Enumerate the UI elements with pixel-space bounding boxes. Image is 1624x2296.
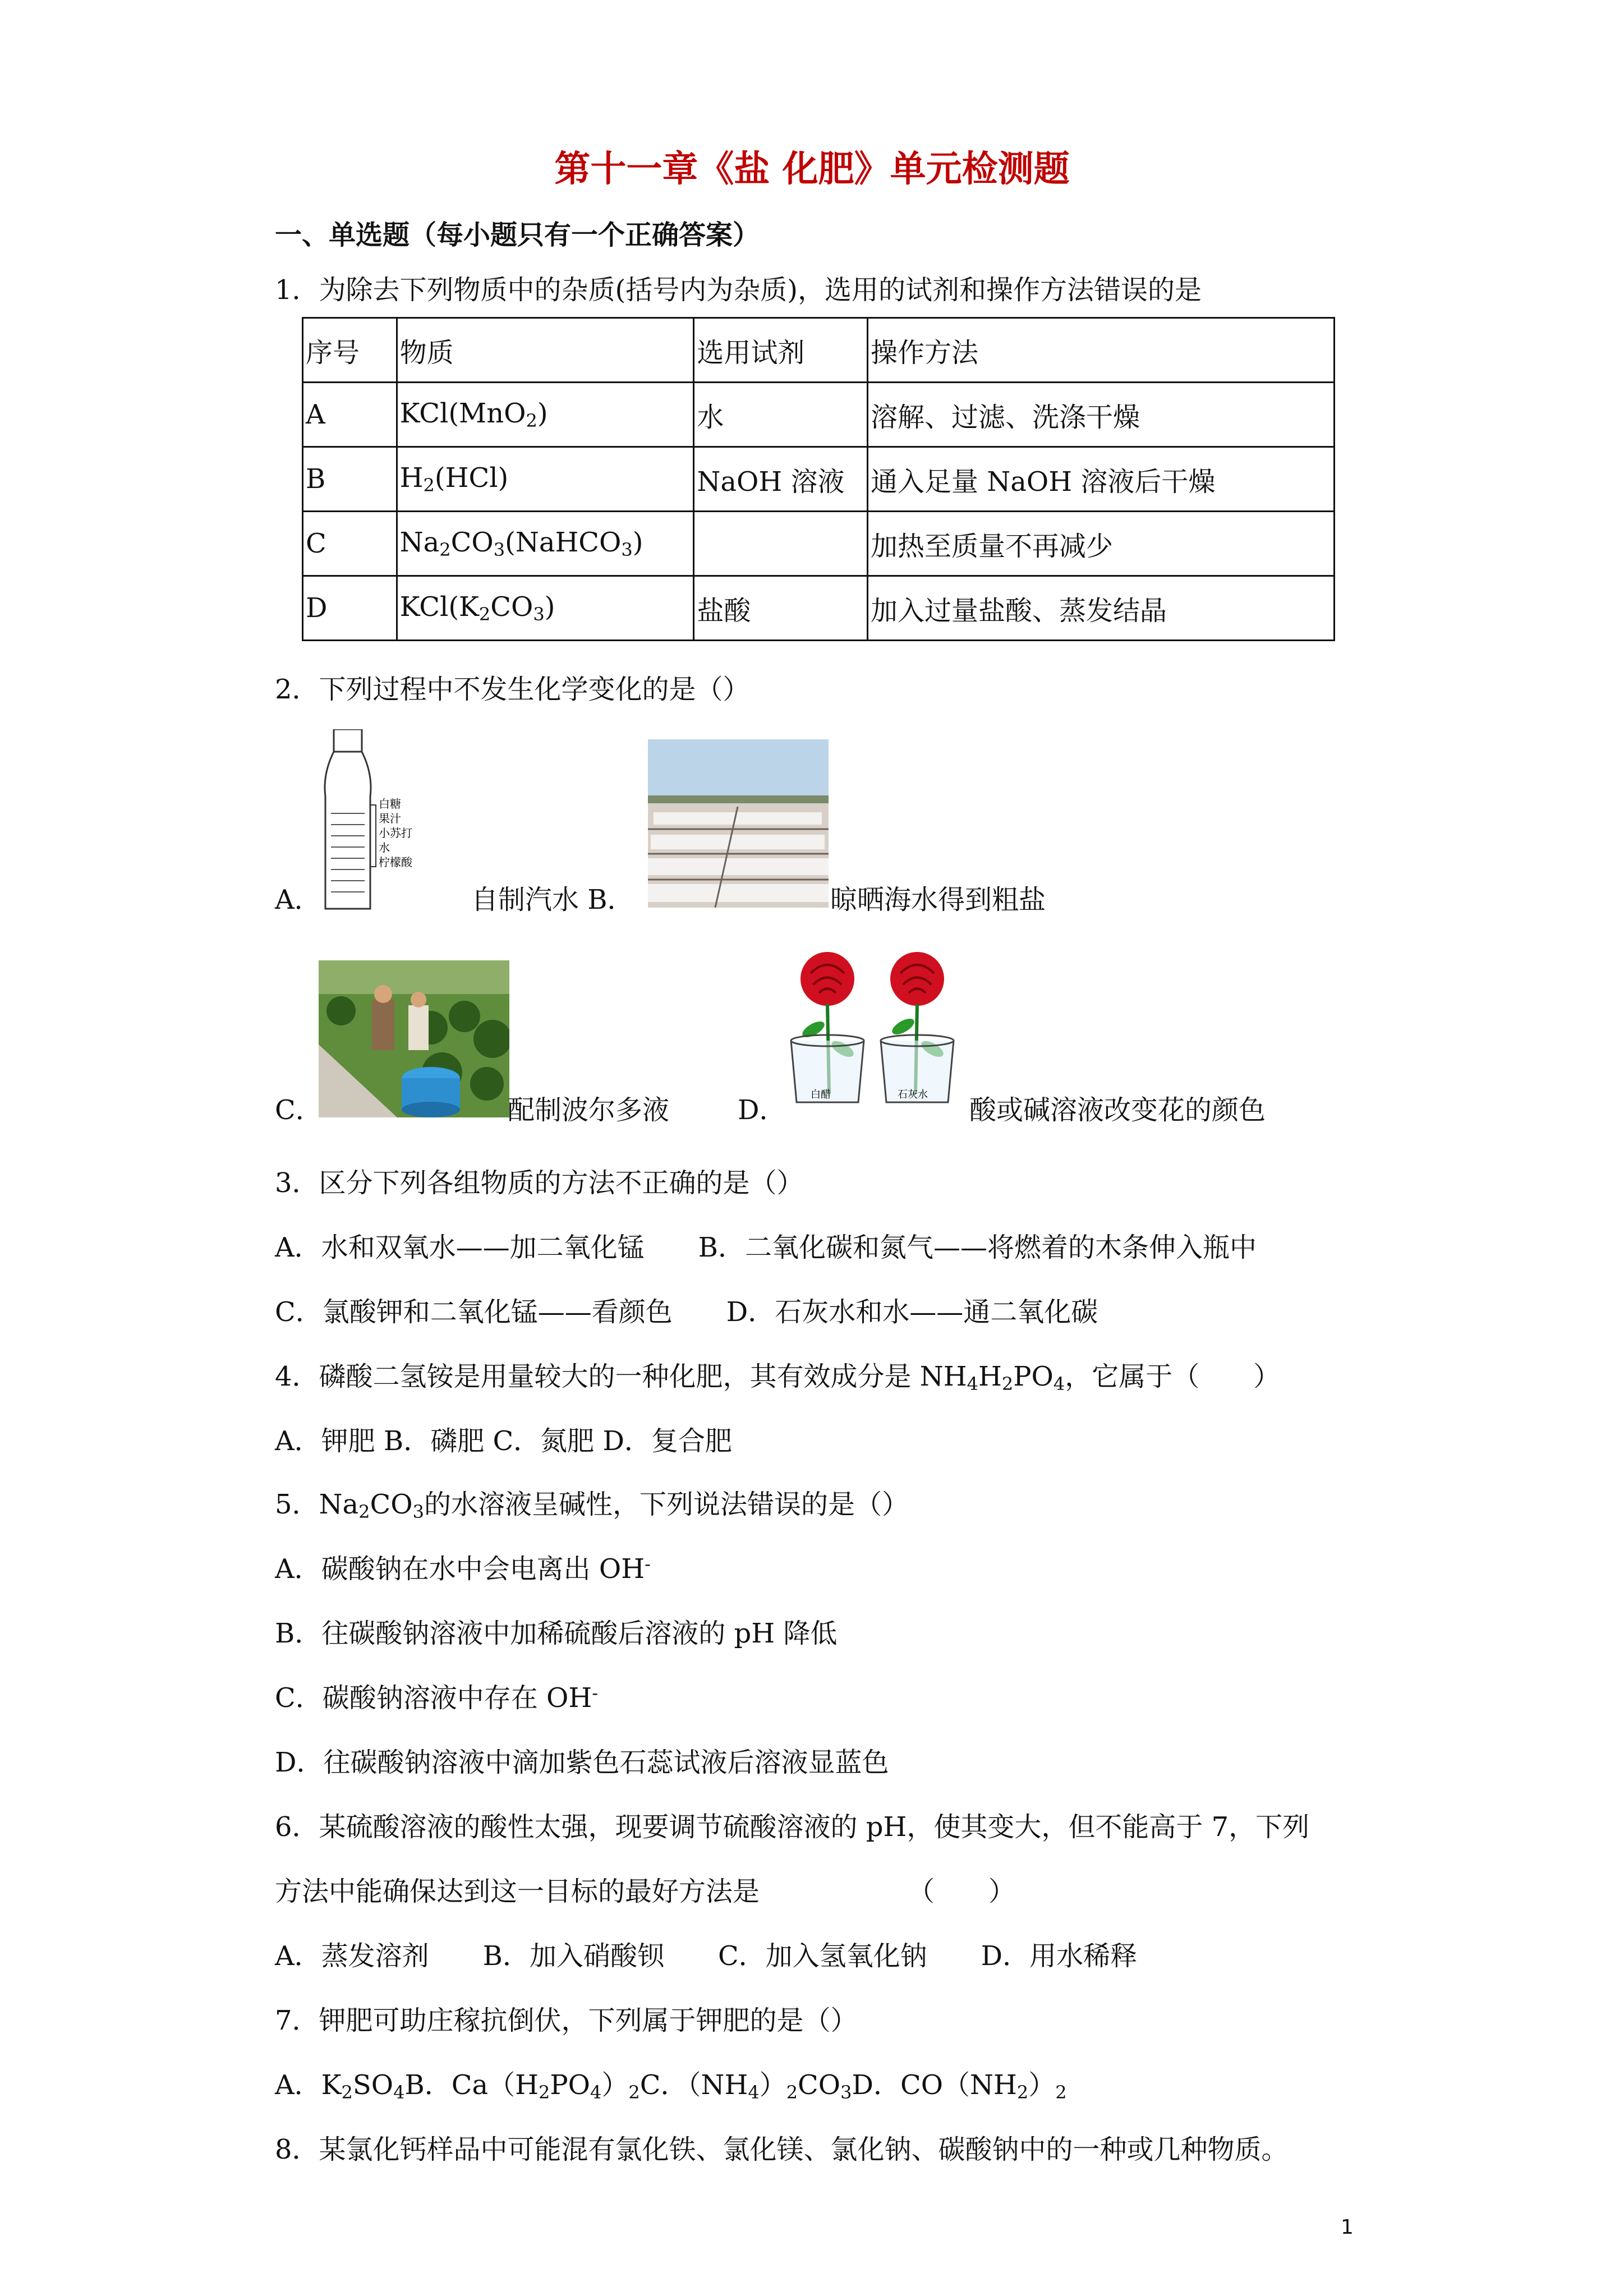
- q4-options: A．钾肥 B．磷肥 C．氮肥 D．复合肥: [275, 1425, 732, 1457]
- q2-option-b-text: 晾晒海水得到粗盐: [830, 884, 1046, 915]
- substance-cell: KCl(MnO$_2$): [397, 383, 694, 447]
- q2-option-d-prefix: D．: [738, 1094, 786, 1126]
- rose-left: [791, 952, 864, 1102]
- reagent-cell: 水: [694, 383, 868, 447]
- q5-option-d: D．往碳酸钠溶液中滴加紫色石蕊试液后溶液显蓝色: [275, 1747, 889, 1778]
- method-cell: 溶解、过滤、洗涤干燥: [867, 383, 1334, 447]
- q1-table: [302, 317, 1335, 641]
- substance-cell: $H_2(HCl)$: [397, 447, 694, 512]
- substance-cell: $Na_2CO_3(NaHCO_3)$: [397, 512, 694, 576]
- q6-options: A．蒸发溶剂 B．加入硝酸钡 C．加入氢氧化钠 D．用水稀释: [275, 1940, 1138, 1972]
- glass-label: 白醋: [811, 1089, 831, 1101]
- table-row: [303, 447, 1335, 512]
- q3-options-line2: C．氯酸钾和二氧化锰——看颜色 D．石灰水和水——通二氧化碳: [275, 1296, 1098, 1328]
- q8-stem: 8．某氯化钙样品中可能混有氯化铁、氯化镁、氯化钠、碳酸钠中的一种或几种物质。: [275, 2134, 1289, 2165]
- reagent-cell: 盐酸: [694, 576, 868, 641]
- q1-stem: 1．为除去下列物质中的杂质(括号内为杂质)，选用的试剂和操作方法错误的是: [275, 274, 1202, 306]
- table-row: [303, 512, 1335, 576]
- table-header-cell: 选用试剂: [694, 318, 868, 383]
- q5-option-b: B．往碳酸钠溶液中加稀硫酸后溶液的 pH 降低: [275, 1618, 838, 1649]
- bottle-label: 水: [379, 841, 390, 854]
- section-heading: 一、单选题（每小题只有一个正确答案）: [275, 219, 760, 251]
- table-header-cell: 序号: [303, 318, 397, 383]
- q5-option-c: C．碳酸钠溶液中存在 OH-: [275, 1682, 599, 1714]
- q7-options: A．$K_2SO_4B$．$Ca(H_2PO_4)_2C$．$(NH_4)_2CO_3D$．$CO(NH_2)_2$: [275, 2069, 1067, 2103]
- table-header-cell: 物质: [397, 318, 694, 383]
- row-id-cell: B: [303, 447, 397, 512]
- row-id-cell: D: [303, 576, 397, 641]
- q4-stem: 4．磷酸二氢铵是用量较大的一种化肥，其有效成分是 $NH_4H_2PO_4$，它属于（ ）: [275, 1361, 1281, 1395]
- table-header-cell: 操作方法: [867, 318, 1334, 383]
- method-cell: 加入过量盐酸、蒸发结晶: [867, 576, 1334, 641]
- rose-right: [881, 952, 954, 1102]
- row-id-cell: A: [303, 383, 397, 447]
- q3-options-line1: A．水和双氧水——加二氧化锰 B．二氧化碳和氮气——将燃着的木条伸入瓶中: [275, 1232, 1257, 1263]
- q2-option-c-prefix: C．: [275, 1094, 323, 1126]
- bottle-label: 小苏打: [379, 826, 412, 840]
- reagent-cell: [694, 512, 868, 576]
- q2-option-c-text: 配制波尔多液: [508, 1094, 670, 1126]
- salt-pan-image: [648, 739, 829, 908]
- glass-label: 石灰水: [898, 1089, 928, 1101]
- table-row: [303, 576, 1335, 641]
- substance-cell: $KCl(K_2CO_3)$: [397, 576, 694, 641]
- bordeaux-mixture-image: [319, 960, 509, 1117]
- table-row: [303, 383, 1335, 447]
- q5-stem: 5．$Na_2CO_3$的水溶液呈碱性，下列说法错误的是（）: [275, 1489, 909, 1522]
- bottle-label: 柠檬酸: [379, 855, 412, 869]
- bottle-label: 白糖: [379, 797, 401, 811]
- page-title: 第十一章《盐 化肥》单元检测题: [554, 148, 1070, 190]
- q5-option-a: A．碳酸钠在水中会电离出 OH-: [275, 1553, 651, 1585]
- q2-stem: 2．下列过程中不发生化学变化的是（）: [275, 674, 750, 705]
- method-cell: 加热至质量不再减少: [867, 512, 1334, 576]
- page-number: 1: [1341, 2216, 1354, 2239]
- reagent-cell: NaOH 溶液: [694, 447, 868, 512]
- row-id-cell: C: [303, 512, 397, 576]
- table-header-row: [303, 318, 1335, 383]
- q6-stem-line1: 6．某硫酸溶液的酸性太强，现要调节硫酸溶液的 pH，使其变大，但不能高于 7，下列: [275, 1811, 1310, 1843]
- bottle-label: 果汁: [379, 812, 401, 825]
- method-cell: 通入足量 NaOH 溶液后干燥: [867, 447, 1334, 512]
- soda-bottle-image: [317, 729, 452, 914]
- q2-option-a-prefix: A．: [275, 884, 321, 915]
- q2-option-a-text: 自制汽水 B．: [471, 884, 634, 915]
- roses-image: [780, 945, 965, 1114]
- q6-stem-line2: 方法中能确保达到这一目标的最好方法是 （ ）: [275, 1876, 1016, 1907]
- q7-stem: 7．钾肥可助庄稼抗倒伏，下列属于钾肥的是（）: [275, 2005, 858, 2036]
- q2-option-d-text: 酸或碱溶液改变花的颜色: [969, 1094, 1266, 1126]
- q3-stem: 3．区分下列各组物质的方法不正确的是（）: [275, 1167, 804, 1199]
